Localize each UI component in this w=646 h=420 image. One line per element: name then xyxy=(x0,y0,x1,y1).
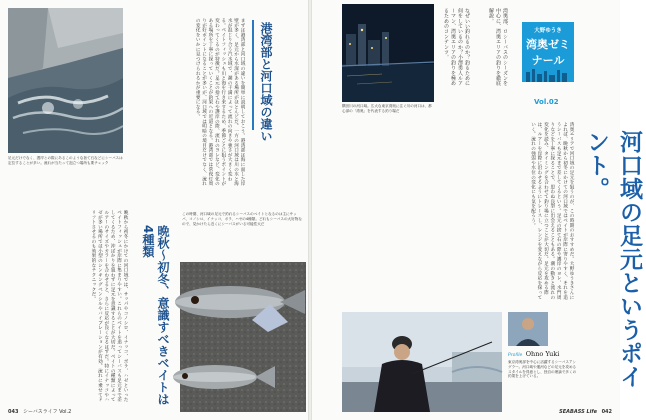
profile-box xyxy=(508,312,578,402)
right-folio xyxy=(559,409,612,415)
series-badge xyxy=(522,22,574,82)
section1-heading: 港湾部と河口域の違い xyxy=(259,22,273,142)
vol-label: Vol.02 xyxy=(534,98,559,106)
main-title: 河口域の足元というポイント。 xyxy=(583,130,642,389)
left-folio xyxy=(8,408,71,415)
fish-bait-photo-svg xyxy=(180,262,306,412)
profile-label-row xyxy=(508,350,578,358)
riverbank-water-photo-svg xyxy=(8,8,123,153)
profile-photo-icon xyxy=(508,312,548,346)
night-river-photo xyxy=(342,4,434,102)
badge-series-text: 湾奥ゼミナール xyxy=(526,38,570,67)
section1-body-text: まずは港湾部と河口域の違いを簡単に説明しておこう。港湾部は海に面した岸壁が多く、足元から水深がある場所がほとんどだ。一方の河口域は川の水と海水が混じり合う汽水域で、潮の干満によって流れの向きや強さが大きく変わる。ベイトフィッシュも川と海を行き来するため、季節ごとに狙うポイントが変わってくるのが特徴だ。足元の捨て石や護岸の際、流れのヨレなど、変化のある場所を丁寧に探っていくことが釣果への近道となる。港湾部では常夜灯周りが好ポイントになることが多いが、河口域では明暗の境目だけでなく、流れの変化をいかに見つけられるかが重要になる。 xyxy=(195,18,245,186)
right-page xyxy=(312,0,642,420)
section2-heading: 晩秋〜初冬、意識すべきベイトは4種類 xyxy=(141,225,170,405)
intro-text-2: 湾奥部、ロシーバスのシーズンを中心に、湾奥エリアの釣りを徹底解説。 xyxy=(488,8,508,86)
left-page xyxy=(0,0,308,420)
section2-body-text: 晩秋から初冬にかけての河口域では、サッパやコノシロ、イナッコ、ボラ、ハゼといったベイトフィッシュが岸際に集まりやすい。これらのベイトを追ってシーバスも足元まで差してくるため、沖ばかりを狙わずに足元を意識することが大切だ。ベイトの種類によってルアーのサイズやカラーを合わせると、さらに反応が良くなるはずだ。特にイナッコやハゼが多い場所では小型のシンキングペンシルやバイブレーションが有効。流れに乗せてドリフトさせるのも効果的なテクニックだ。 xyxy=(90,210,128,402)
right-folio-number: 042 xyxy=(601,409,612,415)
main-body-text: 湾奥エリアで河口域の足元を狙うのが、この時期のおすすめだ。大野ゆうきさんによれば、晩秋から初冬にかけての河口域ではベイトが岸際に寄りやすく、それを追うシーバスも足元まで差してくるという。足元の捨て石の際や護岸のヨレ、水門周りなどを丁寧に探ることで、思わぬ良型に出会えることもある。潮の動きと流れの変化を読み、タイミングを合わせて釣り場に立つことが大切だ。足元を攻める際は、ルアーを岸際に沿わせるようにトレースし、レンジを変えながら反応を探っていく。流れの強弱や水位の変化にも気を配ろう。 xyxy=(530,122,574,300)
riverbank-water-photo xyxy=(8,8,123,153)
profile-label: Profile xyxy=(508,353,523,358)
profile-text: 東京湾奥部を中心に活躍するシーバスアングラー。河口域や運河などの足元を攻めるスタイルを得意とし、独自の理論で多くの釣果を上げている。 xyxy=(508,360,577,379)
badge-series-title xyxy=(522,36,574,68)
left-folio-title: シーバスライフ Vol.2 xyxy=(23,409,72,415)
intro-text: なぜいい釣れるのか？釣るために何をしているのか？小澤勇人ルアーマン、湾奥エリアの釣りを極めるためのコンテンツ。 xyxy=(443,8,470,86)
fish-bait-photo xyxy=(180,262,306,412)
night-photo-caption: 隅田川の河口域。広大な東京湾奥に注ぐ川の河口は、都心部の「湾奥」を代表する釣り場だ xyxy=(342,104,432,113)
mid-caption: この時期、河口域の足元で釣れるシーバスのベイトとなるのは主にサッパ、コノシロ、イナッコ、ボラ、ハゼの4種類。どれもシーバスの大好物なので、見かけたら近くにシーバスがいる可能性大だ xyxy=(182,212,302,226)
angler-photo-svg xyxy=(342,312,502,412)
night-river-photo-svg xyxy=(342,4,434,102)
left-folio-number: 043 xyxy=(8,409,19,415)
right-folio-brand: SEABASS Life xyxy=(559,409,597,415)
section1-heading-bar xyxy=(252,20,254,130)
photo-top-caption: 足元だけでなく、護岸との際にあるこのような捨て石などにシーバスは定位することが多い。流れが当たって泡立つ場所も要チェック xyxy=(8,156,123,165)
skyline-icon xyxy=(522,68,574,82)
profile-name: Ohno Yuki xyxy=(525,350,560,358)
profile-image xyxy=(508,312,548,346)
badge-author: 大野ゆうき xyxy=(534,28,562,34)
angler-photo xyxy=(342,312,502,412)
